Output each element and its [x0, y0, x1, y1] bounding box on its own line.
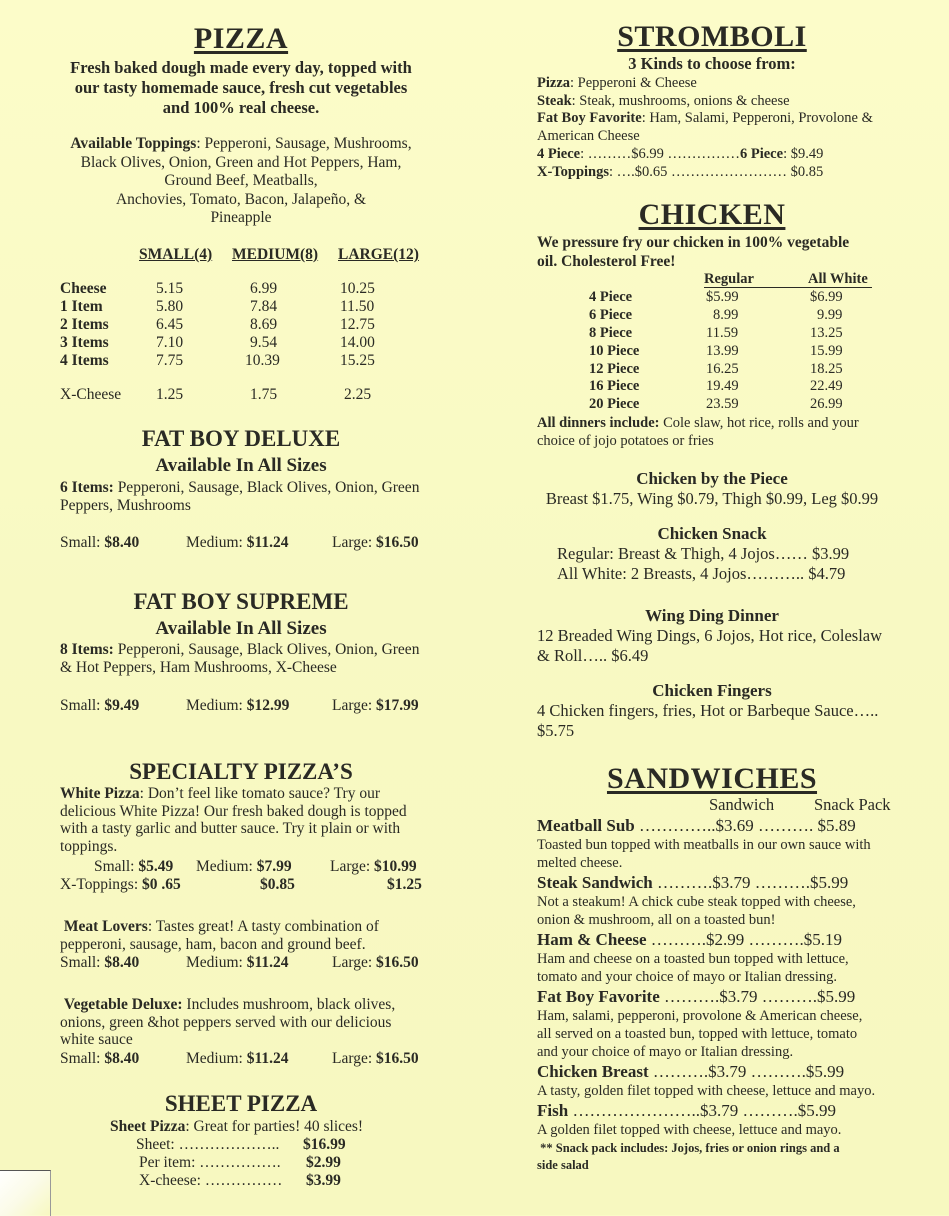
chicken-col-headers: Regular All White	[704, 271, 872, 288]
pizza-row: 3 Items 7.10 9.54 14.00	[60, 334, 375, 351]
xcheese-sheet-row: X-cheese: ……………	[139, 1172, 283, 1189]
veg-medium-price: Medium: $11.24	[186, 1050, 289, 1067]
chicken-row: 20 Piece 23.59 26.99	[589, 396, 843, 413]
chicken-row: 8 Piece 11.59 13.25	[589, 324, 843, 341]
supreme-items: 8 Items: Pepperoni, Sausage, Black Olives, Onion, Green & Hot Peppers, Ham Mushrooms, X-Cheese	[60, 641, 420, 676]
size-header-large: LARGE(12)	[338, 246, 419, 263]
chicken-snack-title: Chicken Snack	[657, 524, 767, 543]
deluxe-title: FAT BOY DELUXE	[141, 426, 341, 451]
size-header-medium: MEDIUM(8)	[232, 246, 319, 263]
sandwich-item: Meatball Sub …………..$3.69 ………. $5.89 Toasted bun topped with meatballs in our own sauce with melted cheese.	[537, 816, 871, 871]
chicken-fingers-title: Chicken Fingers	[652, 681, 772, 700]
veg-large-price: Large: $16.50	[332, 1050, 419, 1067]
supreme-medium-price: Medium: $12.99	[186, 697, 290, 714]
deluxe-small-price: Small: $8.40	[60, 534, 140, 551]
pizza-price-table	[60, 280, 420, 404]
deluxe-large-price: Large: $16.50	[332, 534, 419, 551]
pizza-title: PIZZA	[193, 22, 289, 55]
chicken-row: 6 Piece 8.99 9.99	[589, 306, 843, 323]
pizza-intro: Fresh baked dough made every day, topped with our tasty homemade sauce, fresh cut vegetables and 100% real cheese.	[70, 58, 412, 117]
xcheese-row: X-Cheese 1.25 1.75 2.25	[60, 386, 372, 403]
chicken-dinners-note: All dinners include: Cole slaw, hot rice, rolls and your choice of jojo potatoes or fries	[537, 415, 859, 449]
sheet-title: SHEET PIZZA	[164, 1091, 318, 1116]
deluxe-subtitle: Available In All Sizes	[155, 455, 327, 476]
white-pizza-desc: White Pizza: Don’t feel like tomato sauce? Try our delicious White Pizza! Our fresh baked dough is topped with a tasty garlic and butter sauce. Try it plain or with toppings.	[60, 785, 407, 855]
meat-small-price: Small: $8.40	[60, 954, 140, 971]
pizza-row: 4 Items 7.75 10.39 15.25	[60, 352, 375, 369]
meat-large-price: Large: $16.50	[332, 954, 419, 971]
chicken-row: 16 Piece 19.49 22.49	[589, 378, 843, 395]
supreme-large-price: Large: $17.99	[332, 697, 419, 714]
chicken-snack-options: Regular: Breast & Thigh, 4 Jojos…… $3.99 All White: 2 Breasts, 4 Jojos……….. $4.79	[557, 544, 850, 583]
wing-ding-title: Wing Ding Dinner	[645, 606, 779, 625]
white-xtoppings-large: $1.25	[387, 876, 422, 893]
meat-lovers-desc: Meat Lovers: Tastes great! A tasty combination of pepperoni, sausage, ham, bacon and ground beef.	[60, 918, 379, 953]
xcheese-sheet-price: $3.99	[306, 1172, 341, 1189]
chicken-intro: We pressure fry our chicken in 100% vegetable oil. Cholesterol Free!	[537, 234, 850, 270]
sandwich-item: Steak Sandwich ……….$3.79 ……….$5.99 Not a steakum! A chick cube steak topped with cheese, onion & mushroom, all on a toasted bun!	[537, 873, 856, 928]
white-small-price: Small: $5.49	[94, 858, 174, 875]
col-header-sandwich: Sandwich	[709, 795, 775, 814]
sandwich-item: Chicken Breast ……….$3.79 ……….$5.99 A tasty, golden filet topped with cheese, lettuce and mayo.	[537, 1062, 876, 1099]
chicken-fingers-desc: 4 Chicken fingers, fries, Hot or Barbeque Sauce….. $5.75	[537, 701, 879, 740]
white-xtoppings-small: X-Toppings: $0 .65	[60, 876, 181, 893]
supreme-small-price: Small: $9.49	[60, 697, 140, 714]
chicken-row: 12 Piece 16.25 18.25	[589, 360, 843, 377]
col-header-snack-pack: Snack Pack	[814, 795, 891, 814]
page-curl-corner	[0, 1170, 51, 1216]
per-item-price: $2.99	[306, 1154, 341, 1171]
chicken-price-table	[589, 289, 889, 414]
supreme-subtitle: Available In All Sizes	[155, 618, 327, 639]
veg-small-price: Small: $8.40	[60, 1050, 140, 1067]
pizza-row: 1 Item 5.80 7.84 11.50	[60, 298, 375, 315]
veg-deluxe-desc: Vegetable Deluxe: Includes mushroom, black olives, onions, green &hot peppers served with our delicious white sauce	[60, 996, 396, 1048]
wing-ding-desc: 12 Breaded Wing Dings, 6 Jojos, Hot rice, Coleslaw & Roll….. $6.49	[537, 626, 883, 665]
pizza-toppings: Available Toppings: Pepperoni, Sausage, Mushrooms, Black Olives, Onion, Green and Hot Peppers, Ham, Ground Beef, Meatballs, Anchovies, Tomato, Bacon, Jalapeño, & Pineapple	[70, 135, 412, 226]
sandwich-list	[537, 815, 907, 1174]
sheet-row: Sheet: ………………..	[136, 1136, 280, 1153]
snack-pack-note: ** Snack pack includes: Jojos, fries or onion rings and a side salad	[537, 1141, 840, 1172]
stromboli-title: STROMBOLI	[617, 20, 807, 53]
chicken-by-piece-title: Chicken by the Piece	[636, 469, 788, 488]
chicken-row: 10 Piece 13.99 15.99	[589, 342, 843, 359]
size-header-small: SMALL(4)	[139, 246, 213, 263]
chicken-title: CHICKEN	[638, 198, 786, 231]
deluxe-medium-price: Medium: $11.24	[186, 534, 289, 551]
supreme-title: FAT BOY SUPREME	[133, 589, 349, 614]
white-large-price: Large: $10.99	[330, 858, 417, 875]
specialty-title: SPECIALTY PIZZA’S	[129, 759, 353, 784]
sandwich-item: Fat Boy Favorite ……….$3.79 ……….$5.99 Ham, salami, pepperoni, provolone & American cheese, all served on a toasted bun, topped with lettuce, tomato and your choice of mayo or Italian dressing.	[537, 987, 863, 1060]
per-item-row: Per item: …………….	[139, 1154, 281, 1171]
sandwiches-title: SANDWICHES	[606, 762, 818, 795]
sheet-price: $16.99	[303, 1136, 346, 1153]
chicken-by-piece-prices: Breast $1.75, Wing $0.79, Thigh $0.99, Leg $0.99	[545, 489, 879, 508]
sandwich-item: Fish …………………..$3.79 ……….$5.99 A golden filet topped with cheese, lettuce and mayo.	[537, 1101, 842, 1138]
stromboli-kinds: Pizza: Pepperoni & Cheese Steak: Steak, mushrooms, onions & cheese Fat Boy Favorite: Ham, Salami, Pepperoni, Provolone & American Cheese 4 Piece: ………$6.99 ……………6 Piece: $9.49 X-Toppings: ….$0.65 …………………… $0.85	[537, 75, 873, 180]
white-xtoppings-medium: $0.85	[260, 876, 295, 893]
sandwich-item: Ham & Cheese ……….$2.99 ……….$5.19 Ham and cheese on a toasted bun topped with lettuce, tomato and your choice of mayo or Italian dressing.	[537, 930, 849, 985]
pizza-row: Cheese 5.15 6.99 10.25	[60, 280, 375, 297]
pizza-row: 2 Items 6.45 8.69 12.75	[60, 316, 375, 333]
meat-medium-price: Medium: $11.24	[186, 954, 289, 971]
stromboli-subtitle: 3 Kinds to choose from:	[628, 54, 796, 73]
sheet-desc: Sheet Pizza: Great for parties! 40 slices!	[110, 1118, 364, 1135]
deluxe-items: 6 Items: Pepperoni, Sausage, Black Olives, Onion, Green Peppers, Mushrooms	[60, 479, 420, 514]
chicken-row: 4 Piece $5.99 $6.99	[589, 289, 843, 305]
white-medium-price: Medium: $7.99	[196, 858, 292, 875]
